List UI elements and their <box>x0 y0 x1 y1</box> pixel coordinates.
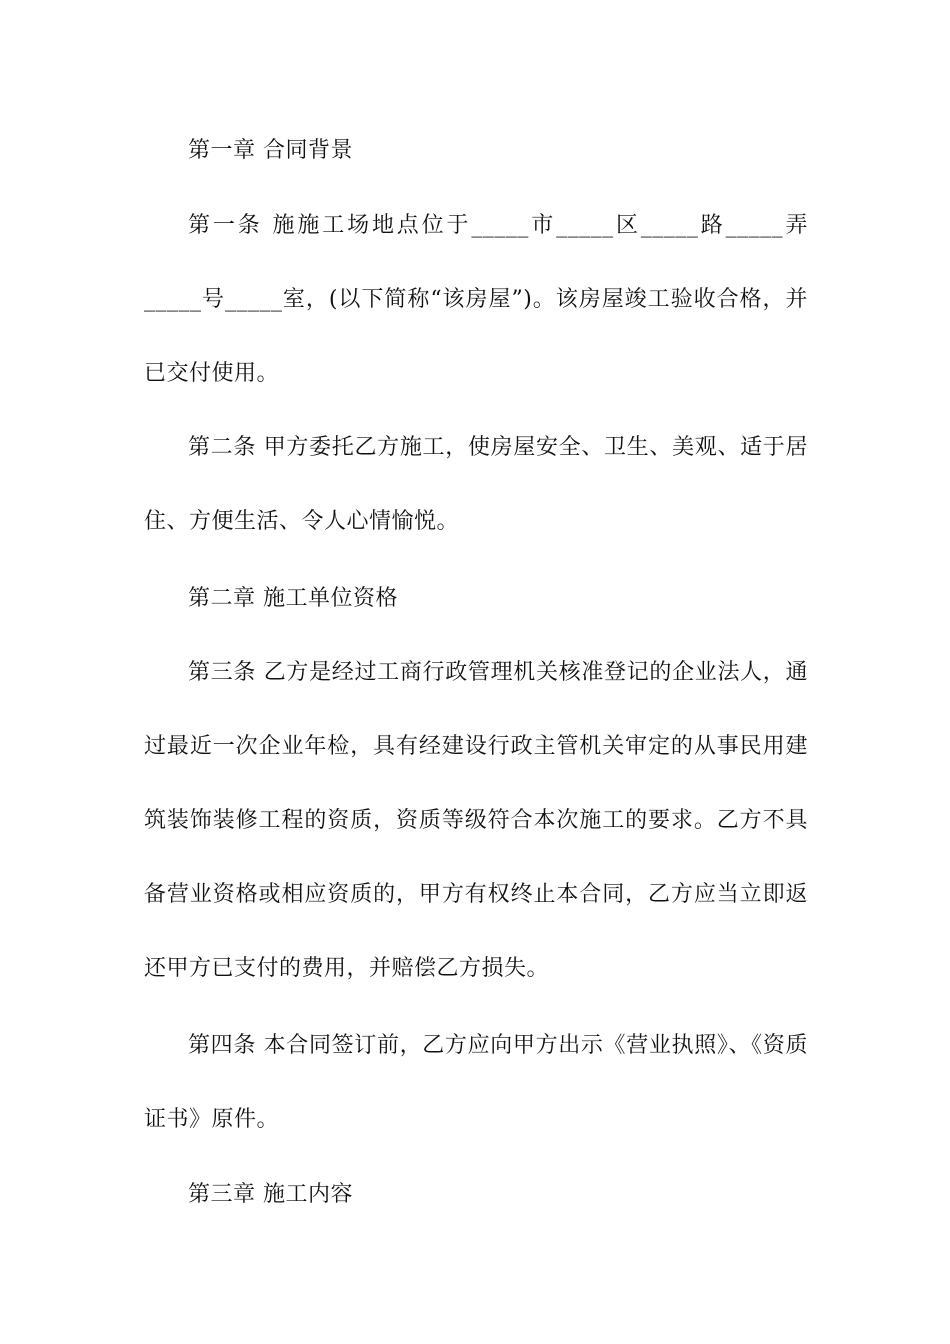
chapter-1-heading: 第一章 合同背景 <box>188 138 353 163</box>
article-2: 第二条 甲方委托乙方施工，使房屋安全、卫生、美观、适于居住、方便生活、令人心情愉悦。 <box>144 435 808 534</box>
article-1: 第一条 施施工场地点位于_____市_____区_____路_____弄_____号_____室，(以下简称“该房屋”)。该房屋竣工验收合格，并已交付使用。 <box>144 213 808 386</box>
chapter-3-heading: 第三章 施工内容 <box>188 1182 353 1207</box>
article-3: 第三条 乙方是经过工商行政管理机关核准登记的企业法人，通过最近一次企业年检，具有经建设行政主管机关审定的从事民用建筑装饰装修工程的资质，资质等级符合本次施工的要求。乙方不具备营业资格或相应资质的，甲方有权终止本合同，乙方应当立即返还甲方已支付的费用，并赔偿乙方损失。 <box>144 660 808 981</box>
article-4: 第四条 本合同签订前，乙方应向甲方出示《营业执照》、《资质证书》原件。 <box>144 1033 808 1132</box>
chapter-2-heading: 第二章 施工单位资格 <box>188 586 398 611</box>
